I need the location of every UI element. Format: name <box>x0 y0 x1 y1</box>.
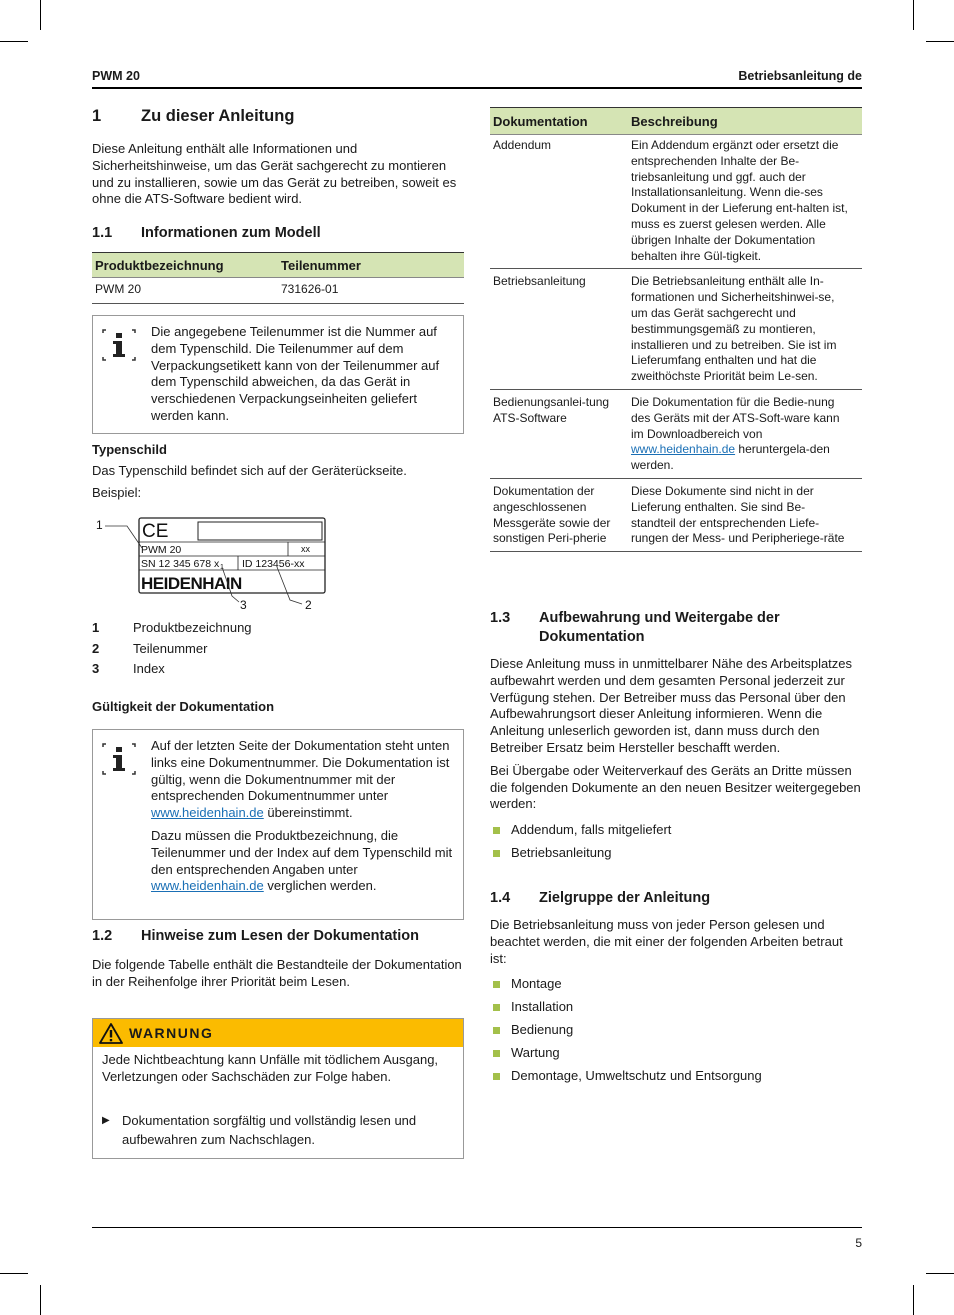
crop-mark <box>913 1285 914 1315</box>
plate-sn: SN 12 345 678 x <box>141 558 220 570</box>
section-title: Aufbewahrung und Weitergabe der Dokumentation <box>539 610 780 645</box>
crop-mark <box>0 1273 28 1274</box>
doc-name: Addendum <box>490 135 628 269</box>
documentation-table <box>490 107 862 552</box>
gueltigkeit-heading: Gültigkeit der Dokumentation <box>92 699 275 714</box>
warning-label: WARNUNG <box>129 1025 214 1041</box>
plate-xx: xx <box>301 544 310 554</box>
doc-name: Dokumentation der angeschlossenen Messgeräte sowie der sonstigen Peri-pherie <box>490 478 628 551</box>
info-paragraph <box>151 738 453 822</box>
legend-text: Index <box>133 661 165 676</box>
section-number: 1.1 <box>92 225 113 242</box>
doc-name: Bedienungsanlei-tung ATS-Software <box>490 389 628 478</box>
section-number: 1 <box>92 107 102 125</box>
crop-mark <box>0 41 28 42</box>
heidenhain-link[interactable]: www.heidenhain.de <box>151 805 264 821</box>
info-icon <box>102 743 136 775</box>
triangle-bullet-icon: ▶ <box>102 1115 110 1126</box>
typenschild-text: Das Typenschild befindet sich auf der Geräterückseite. <box>92 463 407 478</box>
info-text-part: Dazu müssen die Produktbezeichnung, die Teilenummer und der Index auf dem Typenschild mit den entsprechenden Angaben unter <box>151 827 453 877</box>
section-title: Zielgruppe der Anleitung <box>539 890 711 906</box>
plate-id: ID 123456-xx <box>242 558 305 570</box>
section-title: Hinweise zum Lesen der Dokumentation <box>141 928 419 944</box>
callout-2: 2 <box>305 598 312 612</box>
left-column <box>92 107 464 304</box>
info-icon <box>102 329 136 361</box>
legend-item <box>92 620 464 641</box>
table-cell: 731626-01 <box>278 278 464 304</box>
callout-3: 3 <box>240 598 247 612</box>
section-1-2-intro: Die folgende Tabelle enthält die Bestandteile der Dokumentation in der Reihenfolge ihrer Priorität beim Lesen. <box>92 957 462 989</box>
info-text-part: übereinstimmt. <box>263 805 353 821</box>
info-paragraph <box>151 828 453 895</box>
plate-model: PWM 20 <box>141 544 182 556</box>
page-number: 5 <box>855 1236 862 1250</box>
section-1-3-p1: Diese Anleitung muss in unmittelbarer Nähe des Arbeitsplatzes aufbewahrt werden und dem gesamten Personal jederzeit zur Verfügung stehen. Der Betreiber muss das Personal über den Aufbewahrungsort dieser Anleitung informieren. Wenn die Anleitung unleserlich geworden ist, dann muss durch den Betreiber Ersatz beim Hersteller beschafft werden. <box>490 656 853 755</box>
crop-mark <box>40 0 41 30</box>
table-row <box>92 278 464 304</box>
section-title: Zu dieser Anleitung <box>141 107 295 125</box>
list-item: Bedienung <box>490 1022 862 1045</box>
warning-bar <box>93 1019 463 1047</box>
header-rule <box>92 87 862 89</box>
doc-name: Betriebsanleitung <box>490 269 628 390</box>
footer-rule <box>92 1227 862 1228</box>
ce-mark: CE <box>142 521 169 542</box>
crop-mark <box>926 41 954 42</box>
legend-item <box>92 641 464 662</box>
table-row <box>490 135 862 269</box>
info-text <box>151 738 453 895</box>
doc-table-block <box>490 107 862 552</box>
legend-item <box>92 661 464 682</box>
doc-description: Diese Dokumente sind nicht in der Lieferung enthalten. Sie sind Be-standteil der entsprechenden Liefe-rungen der Mess- und Peripheriege-räte <box>628 478 862 551</box>
plate-sn-sub: 1 <box>220 564 224 571</box>
callout-1: 1 <box>96 518 103 532</box>
doc-description-part: heruntergela-den werden. <box>631 442 830 473</box>
section-number: 1.3 <box>490 610 511 626</box>
legend-number: 1 <box>92 620 100 635</box>
warning-action-text: Dokumentation sorgfältig und vollständig lesen und aufbewahren zum Nachschlagen. <box>122 1113 417 1147</box>
table-header: Dokumentation <box>490 108 628 135</box>
doc-description <box>628 389 862 478</box>
heidenhain-link[interactable]: www.heidenhain.de <box>151 878 264 894</box>
section-number: 1.2 <box>92 928 113 944</box>
section-1-2 <box>92 927 464 991</box>
handover-list <box>490 822 862 868</box>
table-row <box>490 269 862 390</box>
section-1-4 <box>490 889 862 1091</box>
table-header: Beschreibung <box>628 108 862 135</box>
header-left: PWM 20 <box>92 69 140 83</box>
list-item: Betriebsanleitung <box>490 845 862 868</box>
crop-mark <box>40 1285 41 1315</box>
warning-text: Jede Nichtbeachtung kann Unfälle mit tödlichem Ausgang, Verletzungen oder Sachschäden zur Folge haben. <box>102 1052 439 1084</box>
crop-mark <box>913 0 914 30</box>
list-item: Addendum, falls mitgeliefert <box>490 822 862 845</box>
table-row <box>490 389 862 478</box>
legend-number: 3 <box>92 661 100 676</box>
info-text-part: Auf der letzten Seite der Dokumentation steht unten links eine Dokumentnummer. Die Dokumentation ist gültig, wenn die Dokumentnummer mit der entsprechenden Dokumentnummer unter <box>151 738 450 804</box>
section-1-2-heading <box>92 927 464 946</box>
legend-text: Teilenummer <box>133 640 208 656</box>
warning-action <box>102 1111 453 1149</box>
info-text-part: verglichen werden. <box>263 878 377 894</box>
beispiel-label: Beispiel: <box>92 484 142 500</box>
table-header: Produktbezeichnung <box>92 253 278 278</box>
section-1-3-p2: Bei Übergabe oder Weiterverkauf des Geräts an Dritte müssen die folgenden Dokumente an den neuen Besitzer weitergegeben werden: <box>490 762 861 812</box>
legend-number: 2 <box>92 640 100 656</box>
legend-text: Produktbezeichnung <box>133 620 252 635</box>
doc-description-part: Die Dokumentation für die Bedie-nung des Geräts mit der ATS-Soft-ware kann im Downloadbereich von <box>631 394 840 441</box>
info-box-validity <box>92 729 464 920</box>
typenschild-block <box>92 442 464 502</box>
crop-mark <box>926 1273 954 1274</box>
type-plate-illustration <box>92 512 342 616</box>
list-item: Demontage, Umweltschutz und Entsorgung <box>490 1068 862 1091</box>
section-1-3 <box>490 609 862 868</box>
table-cell: PWM 20 <box>92 278 278 304</box>
intro-paragraph: Diese Anleitung enthält alle Informationen und Sicherheitshinweise, um das Gerät sachgerecht zu montieren und zu installieren, sowie um das Gerät zu betreiben, soweit es ohne die ATS-Software bedient wird. <box>92 141 457 207</box>
section-1-heading <box>92 107 464 126</box>
plate-brand: HEIDENHAIN <box>141 574 242 593</box>
list-item: Installation <box>490 999 862 1022</box>
section-1-1-heading <box>92 224 464 243</box>
target-group-list <box>490 976 862 1091</box>
model-table <box>92 252 464 304</box>
section-title: Informationen zum Modell <box>141 225 321 242</box>
table-row <box>490 478 862 551</box>
section-1-4-p1: Die Betriebsanleitung muss von jeder Person gelesen und beachtet werden, die mit einer der folgenden Arbeiten betraut ist: <box>490 917 843 966</box>
info-text: Die angegebene Teilenummer ist die Nummer auf dem Typenschild. Die Teilenummer auf dem Verpackungsetikett kann von der Teilenummer auf dem Typenschild abweichen, da das Gerät in verschiedenen Verpackungseinheiten geliefert werden kann. <box>151 324 440 423</box>
list-item: Montage <box>490 976 862 999</box>
doc-description: Ein Addendum ergänzt oder ersetzt die entsprechenden Inhalte der Be-triebsanleitung und ggf. auch der Installationsanleitung. Wenn die-ses Dokument in der Lieferung ent-halten ist, muss es zuerst gelesen werden. Alle übrigen Inhalte der Dokumentation behalten ihre Gül-tigkeit. <box>628 135 862 269</box>
typenschild-heading: Typenschild <box>92 442 167 457</box>
list-item: Wartung <box>490 1045 862 1068</box>
doc-description: Die Betriebsanleitung enthält alle In-formationen und Sicherheitshinwei-se, um das Gerät sachgerecht und bestimmungsgemäß zu montieren, installieren und zu betreiben. Sie ist im Lieferumfang enthalten und hat die zweithöchste Priorität beim Le-sen. <box>628 269 862 390</box>
info-box-part-number <box>92 315 464 434</box>
warning-triangle-icon <box>99 1023 123 1044</box>
section-1-4-heading <box>490 889 862 908</box>
table-header: Teilenummer <box>278 253 464 278</box>
section-1-3-heading <box>490 609 862 647</box>
warning-box <box>92 1018 464 1159</box>
legend-list <box>92 620 464 682</box>
section-number: 1.4 <box>490 890 511 906</box>
header-right: Betriebsanleitung de <box>738 69 862 83</box>
heidenhain-link[interactable]: www.heidenhain.de <box>631 442 736 457</box>
